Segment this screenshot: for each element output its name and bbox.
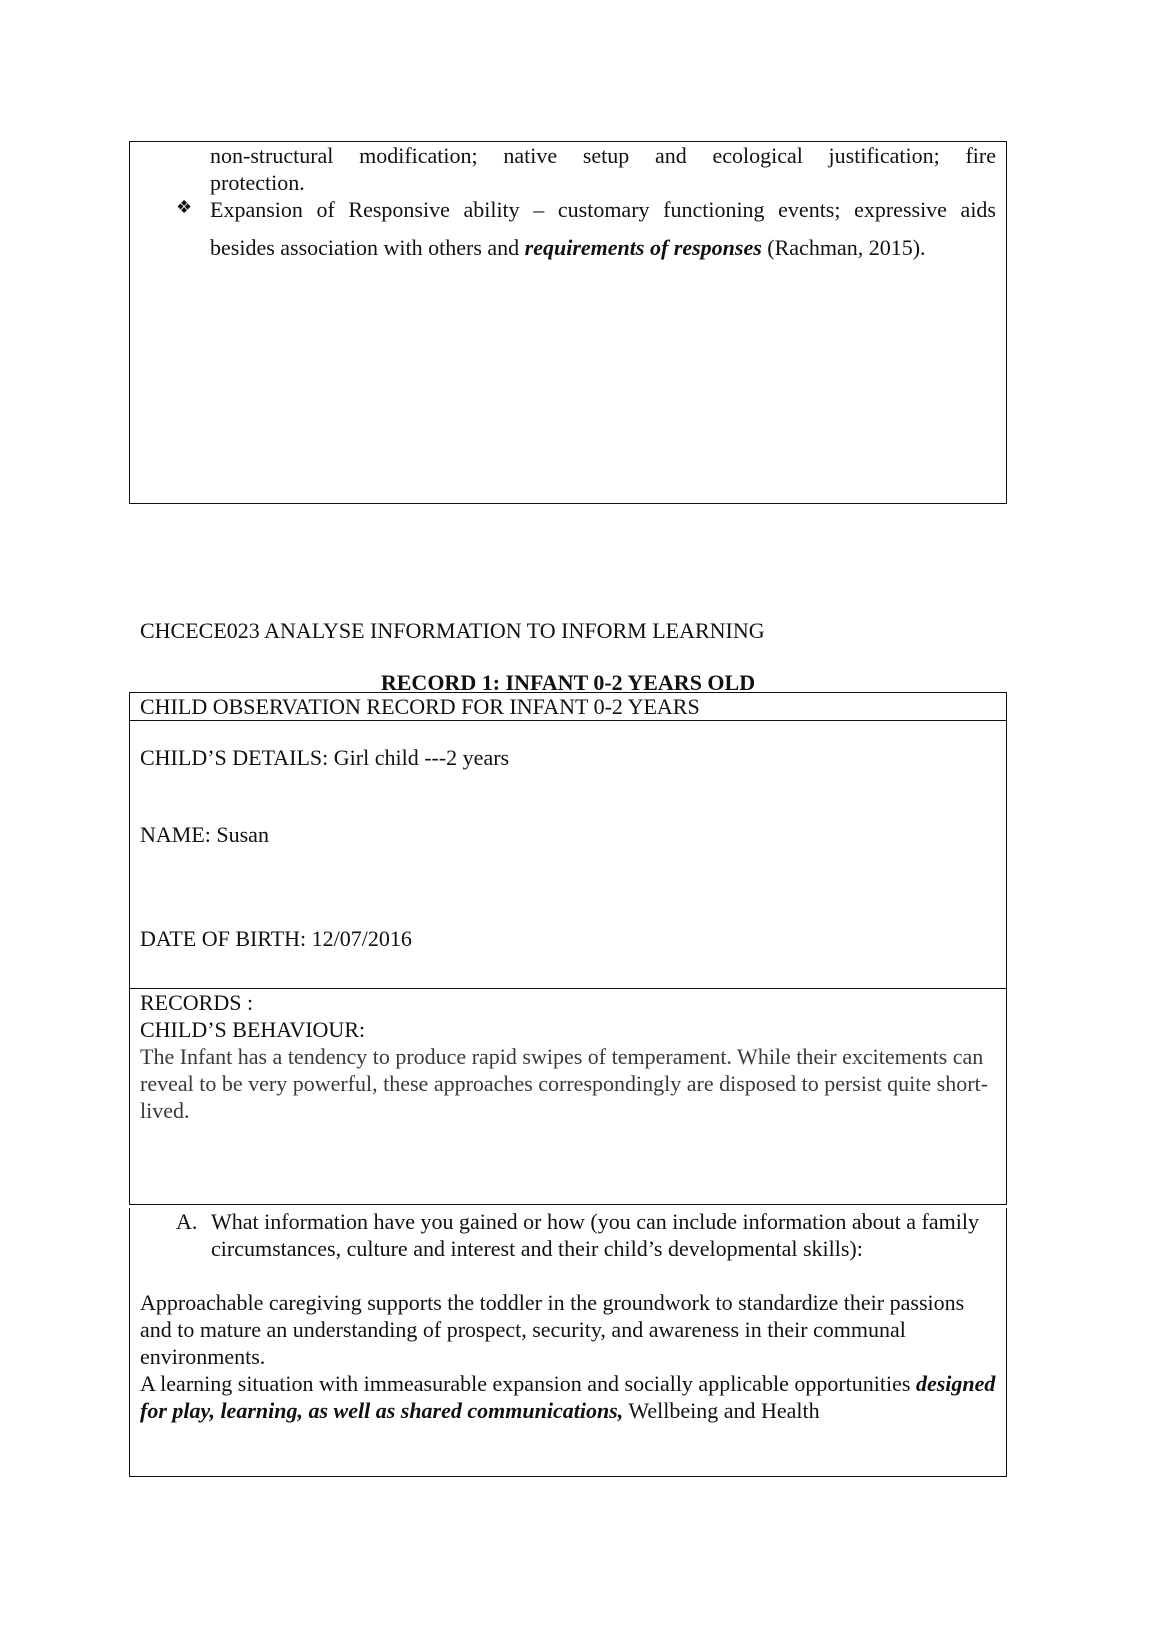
bullet-line: Expansion of Responsive ability – customary functioning events; expressive aids: [210, 197, 996, 222]
four-diamond-bullet-icon: ❖: [176, 197, 193, 218]
bullet-line: [210, 234, 996, 261]
bullet-continuation-line: protection.: [210, 170, 305, 195]
childs-details-field: CHILD’S DETAILS: Girl child ---2 years: [140, 745, 510, 770]
list-marker-a: A.: [176, 1209, 198, 1234]
table-header-row: CHILD OBSERVATION RECORD FOR INFANT 0-2 YEARS: [129, 692, 1007, 721]
answer-paragraph-1: Approachable caregiving supports the toddler in the groundwork to standardize their passions and to mature an understanding of prospect, security, and awareness in their communal environments.: [140, 1290, 965, 1369]
bullet-text: besides association with others and: [210, 235, 525, 260]
date-of-birth-field: DATE OF BIRTH: 12/07/2016: [140, 926, 412, 951]
continued-bullet-box: [129, 141, 1007, 504]
answer-text: Wellbeing and Health: [623, 1398, 820, 1423]
records-row: [129, 989, 1007, 1205]
behaviour-text: The Infant has a tendency to produce rapid swipes of temperament. While their excitements can reveal to be very powerful, these approaches correspondingly are disposed to persist quite short-lived.: [140, 1044, 988, 1123]
bullet-list: [176, 142, 996, 261]
name-field: NAME: Susan: [140, 822, 269, 847]
answer-paragraph-2: [140, 1370, 996, 1424]
citation: (Rachman, 2015).: [761, 235, 926, 260]
bullet-continuation-line: non-structural modification; native setup and ecological justification; fire: [210, 143, 996, 168]
question-a-text: What information have you gained or how (you can include information about a family circumstances, culture and interest and their child’s developmental skills):: [211, 1209, 979, 1261]
bullet-emphasis: requirements of responses: [524, 235, 762, 260]
records-label: RECORDS :: [140, 990, 254, 1015]
question-a-row: [129, 1208, 1007, 1477]
observation-record-table: [129, 692, 1007, 1477]
answer-text: A learning situation with immeasurable expansion and socially applicable opportunities: [140, 1371, 916, 1396]
question-a: [140, 1208, 996, 1262]
unit-heading: CHCECE023 ANALYSE INFORMATION TO INFORM LEARNING: [140, 618, 765, 643]
child-details-row: [129, 721, 1007, 989]
answer-emphasis: designed for play, learning, as well as shared communications,: [140, 1371, 996, 1423]
record-title: RECORD 1: INFANT 0-2 YEARS OLD: [380, 670, 756, 695]
bullet-item-responsive-ability: [176, 196, 996, 261]
behaviour-label: CHILD’S BEHAVIOUR:: [140, 1017, 366, 1042]
